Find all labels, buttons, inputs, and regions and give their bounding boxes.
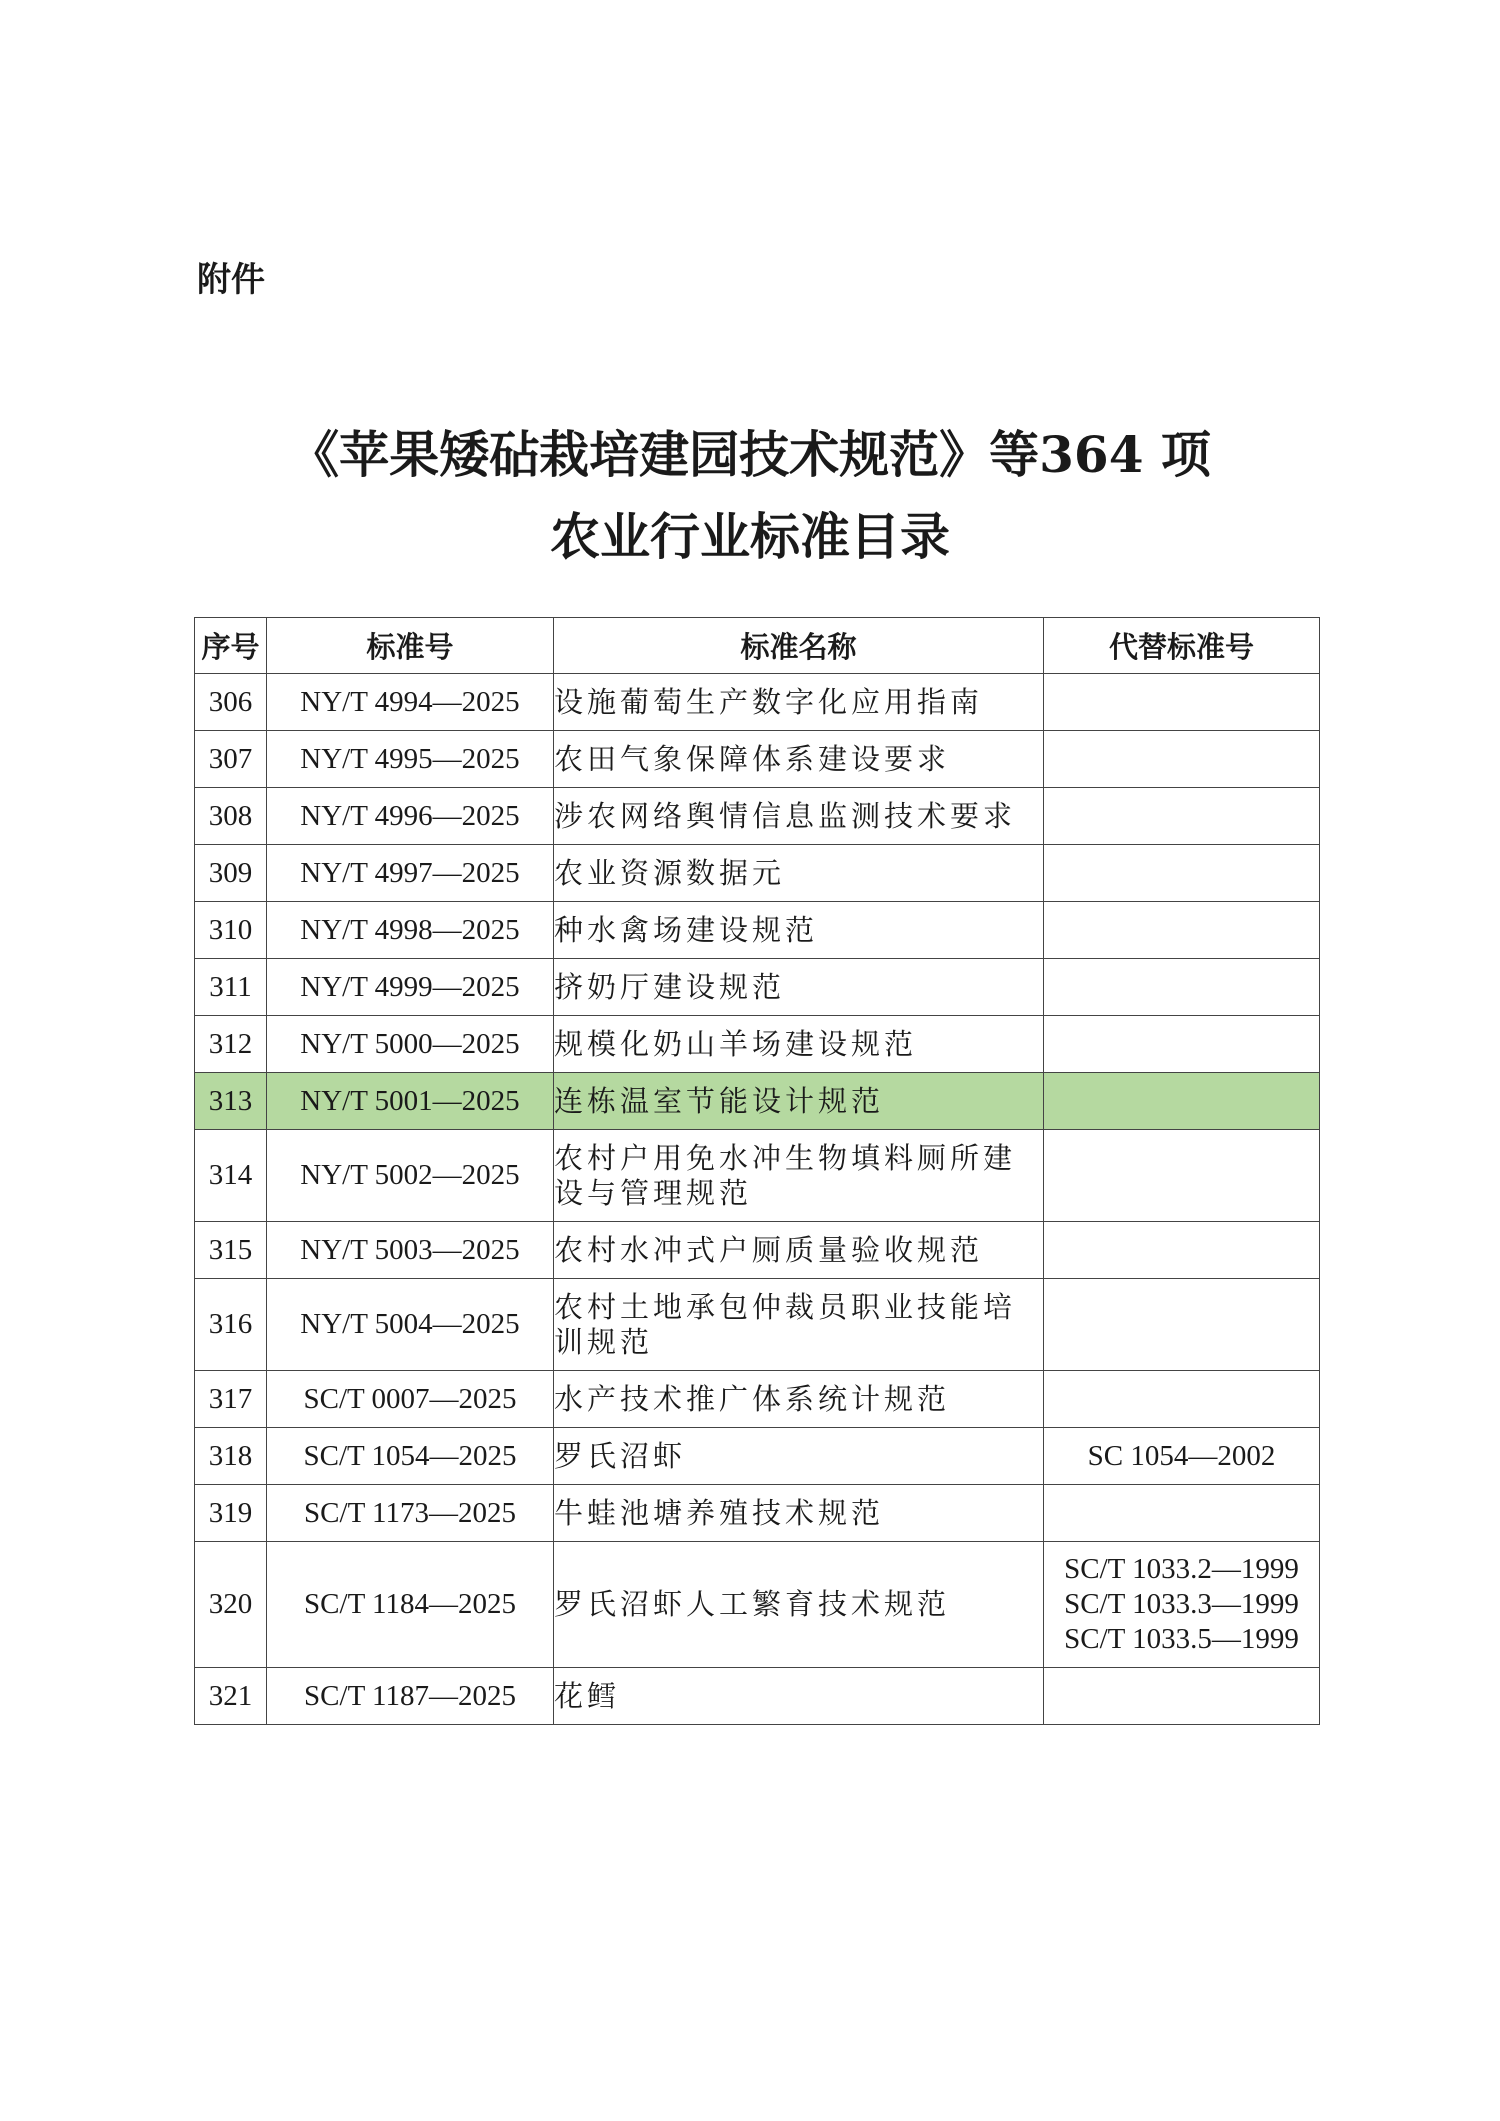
standards-table [194, 617, 1320, 1725]
cell-seq: 307 [195, 731, 267, 788]
cell-name: 罗氏沼虾人工繁育技术规范 [554, 1542, 1044, 1668]
cell-replaced [1044, 1016, 1320, 1073]
cell-code: SC/T 1054—2025 [267, 1428, 554, 1485]
cell-seq: 310 [195, 902, 267, 959]
table-row [195, 1542, 1320, 1668]
document-title-line2: 农业行业标准目录 [550, 507, 950, 566]
cell-replaced [1044, 1371, 1320, 1428]
cell-seq: 306 [195, 674, 267, 731]
attachment-label: 附件 [197, 260, 265, 300]
cell-replaced-multi [1044, 1542, 1320, 1668]
cell-name: 农业资源数据元 [554, 845, 1044, 902]
table-row-highlighted [195, 1073, 1320, 1130]
cell-seq: 320 [195, 1542, 267, 1668]
cell-replaced [1044, 1222, 1320, 1279]
replaced-line: SC/T 1033.3—1999 [1064, 1588, 1299, 1620]
cell-code: NY/T 5000—2025 [267, 1016, 554, 1073]
cell-code: NY/T 4994—2025 [267, 674, 554, 731]
cell-replaced: SC 1054—2002 [1044, 1428, 1320, 1485]
table-row [195, 674, 1320, 731]
cell-name: 涉农网络舆情信息监测技术要求 [554, 788, 1044, 845]
cell-name: 挤奶厅建设规范 [554, 959, 1044, 1016]
table-row [195, 1130, 1320, 1222]
cell-replaced [1044, 788, 1320, 845]
table-row [195, 1428, 1320, 1485]
table-row [195, 1485, 1320, 1542]
table-row [195, 731, 1320, 788]
cell-name: 规模化奶山羊场建设规范 [554, 1016, 1044, 1073]
cell-seq: 317 [195, 1371, 267, 1428]
col-header-replaced: 代替标准号 [1044, 618, 1320, 674]
cell-code: NY/T 4998—2025 [267, 902, 554, 959]
cell-seq: 315 [195, 1222, 267, 1279]
cell-seq: 311 [195, 959, 267, 1016]
cell-seq: 316 [195, 1279, 267, 1371]
table-row [195, 845, 1320, 902]
replaced-line: SC/T 1033.2—1999 [1064, 1553, 1299, 1585]
cell-seq: 313 [195, 1073, 267, 1130]
cell-name: 连栋温室节能设计规范 [554, 1073, 1044, 1130]
table-row [195, 788, 1320, 845]
cell-replaced [1044, 845, 1320, 902]
cell-seq: 318 [195, 1428, 267, 1485]
cell-name: 农村土地承包仲裁员职业技能培训规范 [554, 1279, 1044, 1371]
cell-code: NY/T 5004—2025 [267, 1279, 554, 1371]
table-row [195, 959, 1320, 1016]
cell-name: 农村户用免水冲生物填料厕所建设与管理规范 [554, 1130, 1044, 1222]
cell-seq: 314 [195, 1130, 267, 1222]
table-row [195, 1371, 1320, 1428]
table-row [195, 1279, 1320, 1371]
cell-code: NY/T 4997—2025 [267, 845, 554, 902]
cell-name: 水产技术推广体系统计规范 [554, 1371, 1044, 1428]
cell-name: 花鳕 [554, 1668, 1044, 1725]
cell-seq: 312 [195, 1016, 267, 1073]
cell-code: NY/T 5002—2025 [267, 1130, 554, 1222]
table-row [195, 1668, 1320, 1725]
cell-name: 农田气象保障体系建设要求 [554, 731, 1044, 788]
cell-name: 罗氏沼虾 [554, 1428, 1044, 1485]
cell-code: NY/T 4996—2025 [267, 788, 554, 845]
cell-code: SC/T 1173—2025 [267, 1485, 554, 1542]
cell-code: NY/T 4999—2025 [267, 959, 554, 1016]
col-header-name: 标准名称 [554, 618, 1044, 674]
cell-code: SC/T 0007—2025 [267, 1371, 554, 1428]
cell-seq: 308 [195, 788, 267, 845]
cell-name: 牛蛙池塘养殖技术规范 [554, 1485, 1044, 1542]
cell-code: SC/T 1184—2025 [267, 1542, 554, 1668]
cell-code: NY/T 5003—2025 [267, 1222, 554, 1279]
cell-replaced [1044, 1130, 1320, 1222]
col-header-seq: 序号 [195, 618, 267, 674]
document-title-line1: 《苹果矮砧栽培建园技术规范》等364 项 [289, 425, 1211, 484]
cell-seq: 321 [195, 1668, 267, 1725]
cell-replaced [1044, 731, 1320, 788]
cell-seq: 309 [195, 845, 267, 902]
cell-seq: 319 [195, 1485, 267, 1542]
cell-code: NY/T 4995—2025 [267, 731, 554, 788]
cell-name: 种水禽场建设规范 [554, 902, 1044, 959]
replaced-line: SC/T 1033.5—1999 [1064, 1623, 1299, 1655]
cell-name: 设施葡萄生产数字化应用指南 [554, 674, 1044, 731]
cell-replaced [1044, 1485, 1320, 1542]
cell-replaced [1044, 1668, 1320, 1725]
cell-code: NY/T 5001—2025 [267, 1073, 554, 1130]
table-row [195, 1222, 1320, 1279]
cell-name: 农村水冲式户厕质量验收规范 [554, 1222, 1044, 1279]
cell-replaced [1044, 674, 1320, 731]
cell-replaced [1044, 959, 1320, 1016]
cell-replaced [1044, 902, 1320, 959]
cell-replaced [1044, 1279, 1320, 1371]
cell-replaced [1044, 1073, 1320, 1130]
col-header-code: 标准号 [267, 618, 554, 674]
table-row [195, 1016, 1320, 1073]
table-header-row [195, 618, 1320, 674]
table-row [195, 902, 1320, 959]
cell-code: SC/T 1187—2025 [267, 1668, 554, 1725]
